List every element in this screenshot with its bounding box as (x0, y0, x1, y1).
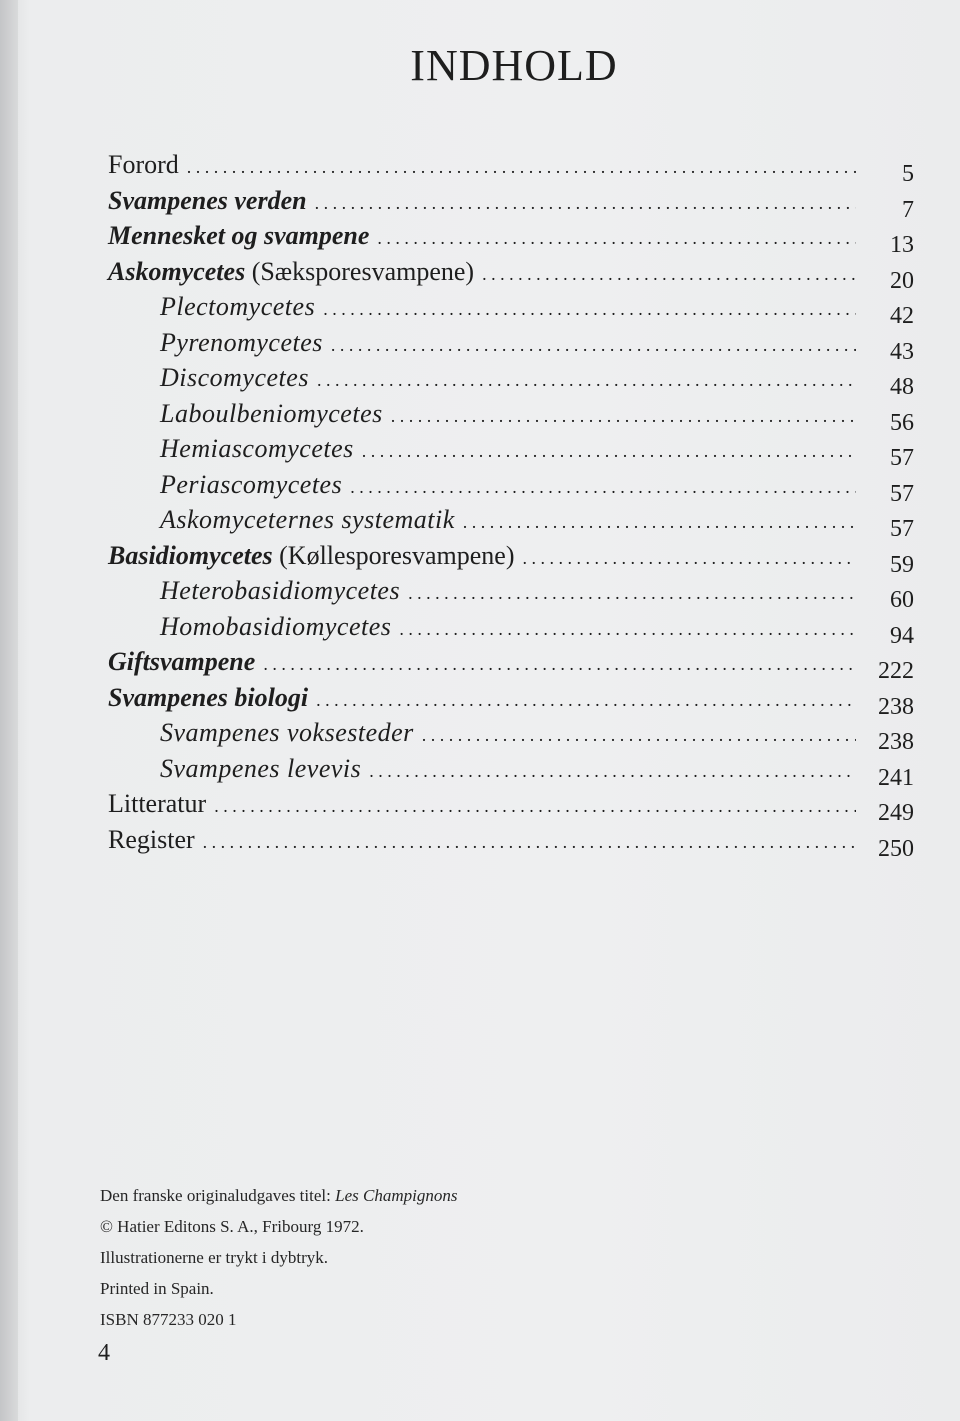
toc-entry-page: 250 (878, 835, 914, 862)
dot-leader (422, 725, 856, 746)
dot-leader (350, 477, 856, 498)
toc-entry-label (104, 150, 179, 180)
toc-entry (104, 612, 914, 648)
toc-entry-title: Svampenes biologi (108, 682, 309, 712)
toc-entry-label (104, 186, 307, 216)
toc-entry-title: Pyrenomycetes (160, 327, 323, 357)
dot-leader (203, 832, 856, 853)
dot-leader (323, 299, 856, 320)
toc-entry (104, 221, 914, 257)
toc-entry-page: 94 (890, 622, 914, 649)
toc-entry-title: Plectomycetes (160, 292, 316, 321)
dot-leader (408, 583, 856, 604)
toc-entry-title: Litteratur (108, 789, 207, 818)
toc-entry-label (104, 789, 206, 819)
dot-leader (214, 796, 856, 817)
toc-entry (104, 399, 914, 435)
toc-entry (104, 363, 914, 399)
dot-leader (315, 193, 856, 214)
toc-entry-title: Askomyceternes systematik (160, 505, 455, 534)
toc-entry-label (104, 292, 315, 322)
toc-entry-title: Periascomycetes (160, 469, 343, 499)
toc-entry (104, 470, 914, 506)
toc-entry-title: Basidiomycetes (108, 540, 273, 570)
toc-entry-page: 57 (890, 480, 914, 507)
dot-leader (362, 441, 856, 462)
page-edge-shadow (0, 0, 18, 1421)
toc-entry (104, 576, 914, 612)
page-number: 4 (98, 1340, 110, 1366)
table-of-contents (104, 150, 914, 860)
colophon-isbn: ISBN 877233 020 1 (100, 1310, 237, 1329)
toc-entry-subtitle: (Sæksporesvampene) (245, 256, 475, 286)
dot-leader (463, 512, 856, 533)
toc-entry-label (104, 576, 400, 606)
colophon-original-title-line (100, 1180, 457, 1211)
toc-entry-page: 56 (890, 409, 914, 436)
colophon-original-title: Les Champignons (335, 1186, 458, 1205)
toc-entry (104, 718, 914, 754)
toc-entry (104, 150, 914, 186)
dot-leader (187, 157, 856, 178)
toc-entry (104, 647, 914, 683)
toc-entry-label (104, 683, 308, 713)
dot-leader (391, 406, 856, 427)
dot-leader (523, 548, 857, 569)
toc-entry (104, 257, 914, 293)
toc-entry-label (104, 221, 369, 251)
toc-entry-title: Svampenes verden (108, 185, 307, 215)
toc-entry-page: 43 (890, 338, 914, 365)
toc-entry-title: Homobasidiomycetes (160, 611, 392, 641)
toc-entry-page: 249 (878, 800, 914, 826)
toc-entry-title: Svampenes voksesteder (160, 718, 414, 747)
dot-leader (331, 335, 856, 356)
toc-entry-label (104, 470, 342, 500)
toc-entry-title: Forord (108, 150, 179, 179)
dot-leader (369, 761, 856, 782)
toc-entry-title: Discomycetes (160, 363, 309, 392)
toc-entry-label (104, 399, 383, 429)
toc-entry-page: 57 (890, 516, 914, 542)
toc-entry-page: 60 (890, 587, 914, 613)
toc-entry-label (104, 718, 414, 748)
toc-entry (104, 186, 914, 222)
toc-entry-label (104, 541, 515, 571)
toc-entry (104, 328, 914, 364)
toc-entry-label (104, 825, 195, 855)
toc-entry (104, 434, 914, 470)
colophon (100, 1180, 457, 1335)
toc-entry (104, 789, 914, 825)
toc-entry-title: Hemiascomycetes (160, 434, 354, 463)
toc-entry-label (104, 647, 255, 677)
toc-entry-subtitle: (Køllesporesvampene) (272, 540, 515, 570)
toc-entry-title: Mennesket og svampene (108, 221, 370, 250)
toc-entry-label (104, 754, 361, 784)
toc-entry-title: Svampenes levevis (160, 753, 362, 783)
toc-entry-label (104, 434, 354, 464)
toc-entry-title: Heterobasidiomycetes (160, 576, 401, 605)
toc-entry-label (104, 505, 455, 535)
toc-entry-page: 59 (890, 551, 914, 578)
toc-entry-page: 57 (890, 445, 914, 471)
dot-leader (399, 619, 856, 640)
toc-entry-page: 5 (902, 161, 914, 187)
toc-entry-page: 241 (878, 764, 914, 791)
toc-entry-page: 238 (878, 729, 914, 755)
page-title: INDHOLD (410, 41, 618, 90)
toc-entry-page: 42 (890, 303, 914, 329)
toc-entry-label (104, 363, 309, 393)
colophon-copyright: © Hatier Editons S. A., Fribourg 1972. (100, 1217, 364, 1236)
dot-leader (482, 264, 856, 285)
dot-leader (377, 228, 856, 249)
toc-entry-page: 13 (890, 232, 914, 258)
toc-entry-label (104, 257, 474, 287)
colophon-print-note: Illustrationerne er trykt i dybtryk. (100, 1248, 329, 1267)
toc-entry-page: 238 (878, 693, 914, 720)
toc-entry-title: Askomycetes (108, 256, 246, 286)
toc-entry-page: 48 (890, 374, 914, 400)
toc-entry-page: 20 (890, 267, 914, 294)
toc-entry (104, 292, 914, 328)
colophon-printed-in: Printed in Spain. (100, 1279, 214, 1298)
toc-entry-page: 222 (878, 658, 914, 684)
toc-entry-title: Giftsvampene (108, 647, 256, 676)
toc-entry-label (104, 328, 323, 358)
dot-leader (263, 654, 856, 675)
dot-leader (317, 370, 856, 391)
toc-entry-title: Laboulbeniomycetes (160, 398, 383, 428)
toc-entry (104, 505, 914, 541)
toc-entry (104, 541, 914, 577)
toc-entry (104, 683, 914, 719)
toc-entry-title: Register (108, 824, 195, 854)
toc-entry-page: 7 (902, 196, 914, 223)
toc-entry (104, 825, 914, 861)
toc-entry (104, 754, 914, 790)
colophon-original-title-prefix: Den franske originaludgaves titel: (100, 1186, 336, 1205)
dot-leader (316, 690, 856, 711)
toc-entry-label (104, 612, 391, 642)
